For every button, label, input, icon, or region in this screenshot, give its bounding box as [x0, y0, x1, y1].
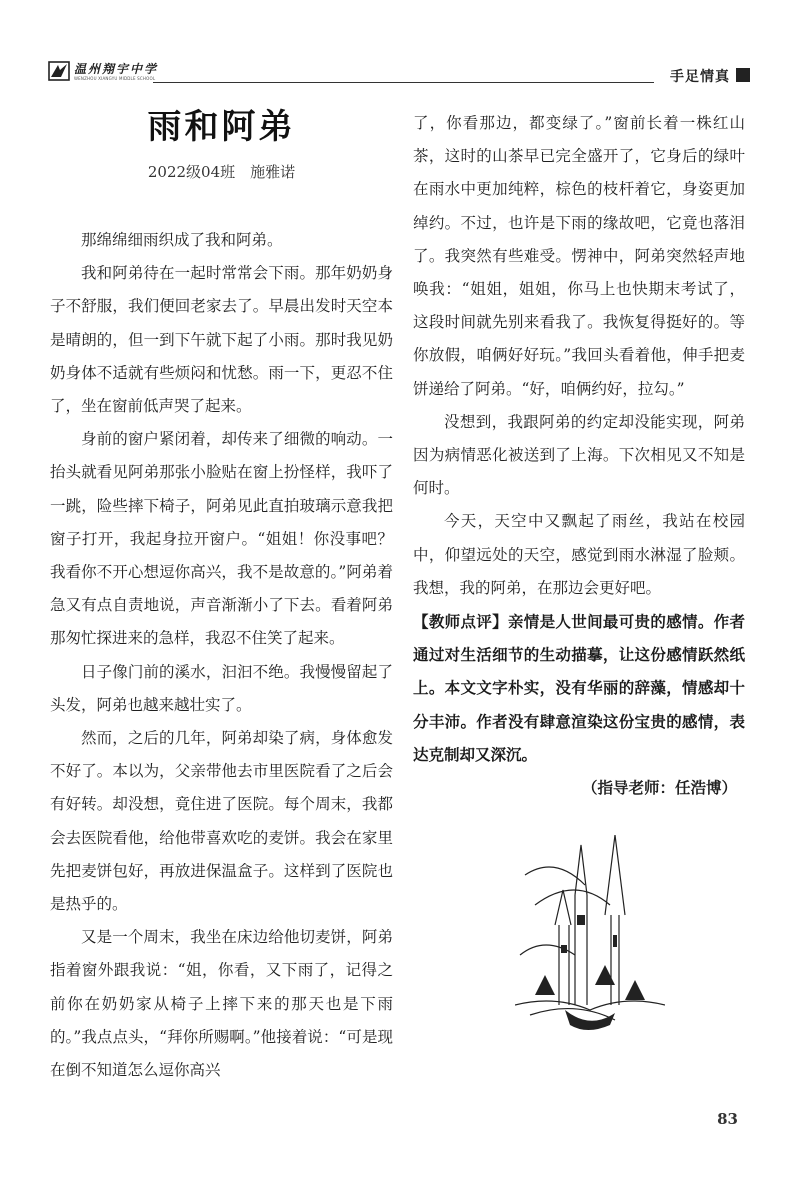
section-square-icon [736, 68, 750, 82]
article-title: 雨和阿弟 [147, 107, 296, 147]
section-label: 手足情真 [670, 69, 730, 85]
body-paragraph: 我和阿弟待在一起时常常会下雨。那年奶奶身子不舒服，我们便回老家去了。早晨出发时天空本是晴朗的，但一到下午就下起了小雨。那时我见奶奶身体不适就有些烦闷和忧愁。雨一下，更忍不住了，坐在窗前低声哭了起来。 [50, 264, 393, 416]
body-paragraph: 又是一个周末，我坐在床边给他切麦饼，阿弟指着窗外跟我说：“姐，你看，又下雨了，记得之前你在奶奶家从椅子上摔下来的那天也是下雨的。”我点点头，“拜你所赐啊。”他接着说：“可是现在倒不知道怎么逗你高兴 [50, 928, 393, 1080]
body-paragraph: 那绵绵细雨织成了我和阿弟。 [81, 231, 283, 249]
advisor-credit: （指导老师：任浩博） [581, 778, 737, 798]
logo-chinese-name: 温州翔宇中学 [74, 61, 159, 76]
page-number: 83 [717, 1110, 738, 1128]
body-paragraph: 然而，之后的几年，阿弟却染了病，身体愈发不好了。本以为，父亲带他去市里医院看了之后会有好转。却没想，竟住进了医院。每个周末，我都会去医院看他，给他带喜欢吃的麦饼。我会在家里先把麦饼包好，再放进保温盒子。这样到了医院也是热乎的。 [50, 729, 393, 914]
body-paragraph: 没想到，我跟阿弟的约定却没能实现，阿弟因为病情恶化被送到了上海。下次相见又不知是何时。 [413, 412, 745, 498]
teacher-comment: 【教师点评】亲情是人世间最可贵的感情。作者通过对生活细节的生动描摹，让这份感情跃然纸上。本文文字朴实，没有华丽的辞藻，情感却十分丰沛。作者没有肆意渲染这份宝贵的感情，表达克制却又深沉。 [413, 612, 745, 764]
right-column [413, 107, 745, 804]
body-paragraph: 身前的窗户紧闭着，却传来了细微的响动。一抬头就看见阿弟那张小脸贴在窗上扮怪样，我吓了一跳，险些摔下椅子，阿弟见此直拍玻璃示意我把窗子打开，我起身拉开窗户。“姐姐！你没事吧？我看你不开心想逗你高兴，我不是故意的。”阿弟着急又有点自责地说，声音渐渐小了下去。看着阿弟那匆忙探进来的急样，我忍不住笑了起来。 [50, 430, 393, 648]
article-byline: 2022级04班 施雅诺 [147, 163, 296, 181]
body-paragraph: 日子像门前的溪水，汩汩不绝。我慢慢留起了头发，阿弟也越来越壮实了。 [50, 662, 393, 714]
left-column [50, 224, 393, 1087]
page-header [48, 58, 754, 88]
school-logo [48, 61, 158, 81]
body-paragraph: 了，你看那边，都变绿了。”窗前长着一株红山茶，这时的山茶早已完全盛开了，它身后的绿叶在雨水中更加纯粹，棕色的枝杆着它，身姿更加绰约。不过，也许是下雨的缘故吧，它竟也落泪了。我突然有些难受。愣神中，阿弟突然轻声地唤我：“姐姐，姐姐，你马上也快期末考试了，这段时间就先别来看我了。我恢复得挺好的。等你放假，咱俩好好玩。”我回头看着他，伸手把麦饼递给了阿弟。“好，咱俩约好，拉勾。” [413, 114, 745, 398]
school-emblem-icon [48, 61, 70, 81]
logo-english-name: WENZHOU XIANGYU MIDDLE SCHOOL [74, 75, 156, 81]
body-paragraph: 今天，天空中又飘起了雨丝，我站在校园中，仰望远处的天空，感觉到雨水淋湿了脸颊。我想，我的阿弟，在那边会更好吧。 [413, 512, 745, 597]
castle-sketch-icon [515, 835, 665, 1035]
header-rule [153, 82, 654, 83]
